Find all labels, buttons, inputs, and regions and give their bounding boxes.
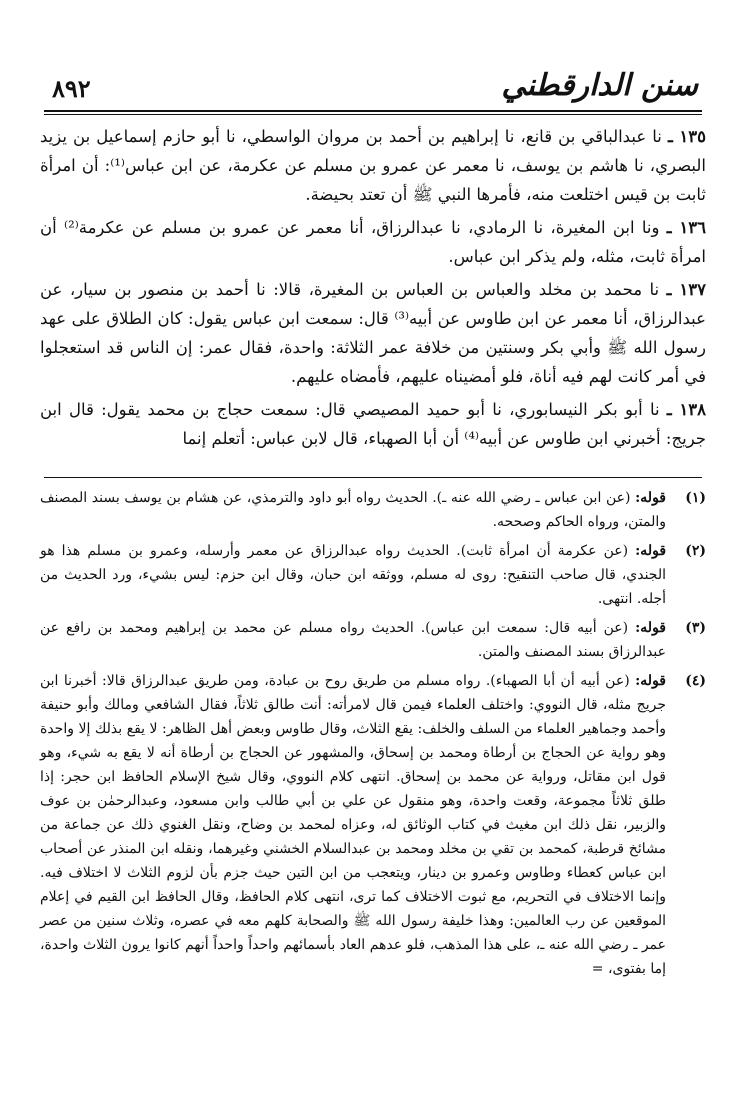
footnote-text: (عن أبيه قال: سمعت ابن عباس). الحديث رواه مسلم عن محمد بن إبراهيم ومحمد بن رافع عن عبدالرزاق بسند المصنف والمتن. [40, 620, 666, 660]
footnote-label: قوله: [635, 620, 666, 636]
footnote-1 [40, 486, 706, 534]
footnote-label: قوله: [635, 543, 667, 559]
footnote-number: (٤) [685, 673, 706, 689]
footnotes [40, 486, 706, 986]
footnote-text: (عن أبيه أن أبا الصهباء). رواه مسلم من طريق روح بن عبادة، ومن طريق عبدالرزاق قالا: أخبرنا ابن جريج مثله، قال النووي: واختلف العلماء فيمن قال لامرأته: أنت طالق ثلاثاً، فقال الشافعي ومالك وأبو حنيفة وأحمد وجماهير العلماء من السلف والخلف: يقع الثلاث، وقال طاوس وبعض أهل الظاهر: لا يقع بذلك إلا واحدة وهو رواية عن الحجاج بن أرطاة ومحمد بن إسحاق، والمشهور عن الحجاج بن أرطاة أنه لا يقع به شيء، وهو قول ابن مقاتل، ورواية عن محمد بن إسحاق. انتهى كلام النووي، وقال شيخ الإسلام الحافظ ابن حجر: إذا طلق ثلاثاً مجموعة، وقعت واحدة، وهو منقول عن علي بن أبي طالب وابن مسعود، وعبدالرحمٰن بن عوف والزبير، نقل ذلك ابن مغيث في كتاب الوثائق له، وعزاه لمحمد بن وضاح، ونقل الغنوي ذلك عن جماعة من مشائخ قرطبة، كمحمد بن تقي بن مخلد ومحمد بن عبدالسلام الخشني وغيرهما، ونقله ابن المنذر عن أصحاب ابن عباس كعطاء وطاوس وعمرو بن دينار، ويتعجب من ابن التين حيث جزم بأن لزوم الثلاث لا اختلاف فيه. وإنما الاختلاف في التحريم، مع ثبوت الاختلاف كما ترى، انتهى كلام الحافظ، وقال الحافظ ابن القيم في إعلام الموقعين عن رب العالمين: وهذا خليفة رسول الله ﷺ والصحابة كلهم معه في عصره، وثلاث سنين من عصر عمر ـ رضي الله عنه ـ، على هذا المذهب، فلو عدهم العاد بأسمائهم واحداً واحداً أنهم كانوا يرون الثلاث واحدة، إما بفتوى، = [40, 673, 666, 977]
footnote-body [40, 669, 666, 981]
footnote-number: (٢) [685, 543, 706, 559]
hadith-text: ونا ابن المغيرة، نا الرمادي، نا عبدالرزاق، أنا معمر عن عمرو بن مسلم عن عكرمة⁽²⁾ أن امرأة ثابت، مثله، ولم يذكر ابن عباس. [40, 218, 706, 266]
hadith-number: ١٣٦ ـ [666, 218, 706, 237]
footnote-text: (عن عكرمة أن امرأة ثابت). الحديث رواه عبدالرزاق عن معمر وأرسله، وعمرو بن مسلم هذا هو الجندي، قال صاحب التنقيح: روى له مسلم، ووثقه ابن حبان، وقال ابن حزم: ليس بشيء، ورد الحديث من أجله. انتهى. [40, 543, 666, 607]
header-rule-thin [44, 114, 702, 115]
hadith-137 [40, 275, 706, 391]
footnote-text: (عن ابن عباس ـ رضي الله عنه ـ). الحديث رواه أبو داود والترمذي، عن هشام بن يوسف بسند المصنف والمتن، ورواه الحاكم وصححه. [40, 490, 666, 530]
hadith-number: ١٣٧ ـ [666, 280, 707, 299]
page-number: ٨٩٢ [52, 74, 91, 103]
hadith-138 [40, 395, 706, 453]
footnote-label: قوله: [635, 490, 666, 506]
hadith-text: نا عبدالباقي بن قانع، نا إبراهيم بن أحمد بن مروان الواسطي، نا أبو حازم إسماعيل بن يزيد البصري، نا هاشم بن يوسف، نا معمر عن عمرو بن مسلم عن عكرمة، عن ابن عباس⁽¹⁾: أن امرأة ثابت بن قيس اختلعت منه، فأمرها النبي ﷺ أن تعتد بحيضة. [40, 127, 706, 204]
hadith-number: ١٣٥ ـ [667, 127, 706, 146]
hadith-135 [40, 122, 706, 209]
footnote-body [40, 486, 666, 534]
book-title: سنن الدارقطني [501, 68, 698, 103]
footnote-3 [40, 616, 706, 664]
footnote-separator [44, 477, 702, 478]
footnote-label: قوله: [635, 673, 666, 689]
footnote-4 [40, 669, 706, 981]
footnote-body [40, 616, 666, 664]
main-text [40, 122, 706, 457]
hadith-136 [40, 213, 706, 271]
page-header [44, 62, 702, 120]
header-rule [44, 110, 702, 112]
hadith-text: نا محمد بن مخلد والعباس بن العباس بن المغيرة، قالا: نا أحمد بن منصور بن سيار، عن عبدالرزاق، أنا معمر عن ابن طاوس عن أبيه⁽³⁾ قال: سمعت ابن عباس يقول: كان الطلاق على عهد رسول الله ﷺ وأبي بكر وسنتين من خلافة عمر الثلاثة: واحدة، فقال عمر: إن الناس قد استعجلوا في أمر كانت لهم فيه أناة، فلو أمضيناه عليهم، فأمضاه عليهم. [40, 280, 706, 386]
footnote-2 [40, 539, 706, 611]
footnote-number: (١) [685, 490, 706, 506]
footnote-number: (٣) [685, 620, 706, 636]
hadith-number: ١٣٨ ـ [666, 400, 706, 419]
hadith-text: نا أبو بكر النيسابوري، نا أبو حميد المصيصي قال: سمعت حجاج بن محمد يقول: قال ابن جريج: أخبرني ابن طاوس عن أبيه⁽⁴⁾ أن أبا الصهباء، قال لابن عباس: أتعلم إنما [40, 400, 706, 448]
footnote-body [40, 539, 666, 611]
